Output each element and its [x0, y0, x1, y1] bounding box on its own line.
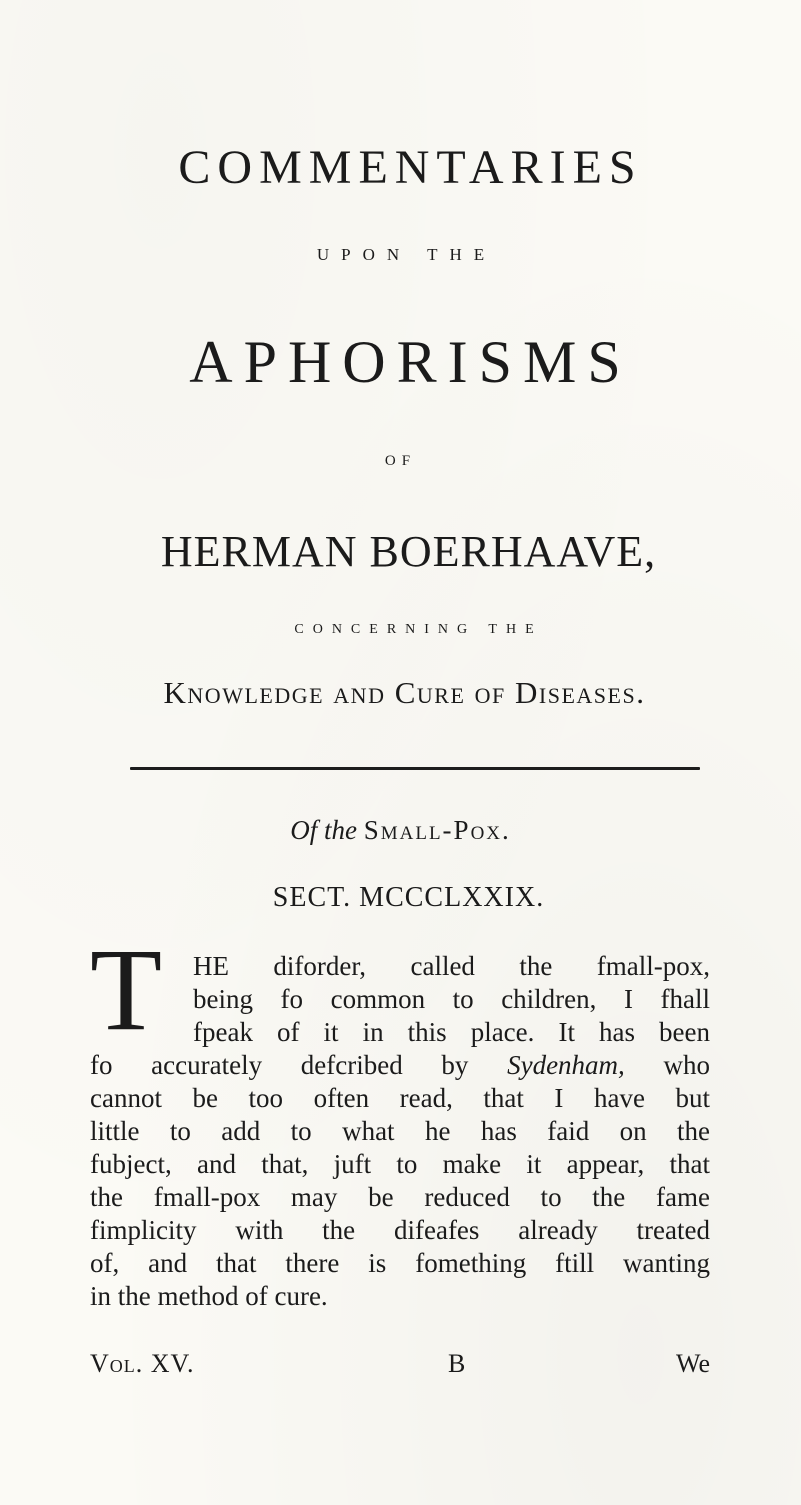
body-line: cannot be too often read, that I have but — [90, 1083, 710, 1113]
title-subject: Knowledge and Cure of Diseases. — [163, 675, 646, 710]
body-line: HE diforder, called the fmall-pox, — [193, 951, 710, 981]
page-footer — [90, 1347, 710, 1380]
title-aphorisms: APHORISMS — [189, 329, 632, 395]
body-line: little to add to what he has faid on the — [90, 1116, 710, 1146]
body-line: being fo common to children, I fhall — [193, 984, 710, 1014]
title-commentaries: COMMENTARIES — [178, 141, 643, 194]
section-number: SECT. MCCCLXXIX. — [272, 882, 545, 913]
body-line: fubject, and that, juft to make it appear, that — [90, 1149, 710, 1179]
section-heading-subject: Small-Pox. — [363, 815, 511, 845]
title-author: HERMAN BOERHAAVE, — [160, 527, 657, 576]
catchword: We — [676, 1349, 710, 1378]
body-line: fpeak of it in this place. It has been — [193, 1017, 710, 1047]
section-heading-of: Of the — [290, 815, 357, 845]
title-concerning-the: CONCERNING THE — [294, 622, 543, 637]
body-line: fimplicity with the difeafes already treated — [90, 1215, 710, 1245]
body-text: fo accurately defcribed by — [90, 1050, 508, 1080]
body-line: of, and that there is fomething ftill wanting — [90, 1248, 710, 1278]
body-text: who — [624, 1050, 710, 1080]
body-line — [90, 1049, 710, 1082]
body-line: the fmall-pox may be reduced to the fame — [90, 1182, 710, 1212]
signature-mark: B — [448, 1349, 466, 1378]
title-of: OF — [384, 453, 417, 469]
drop-cap: T — [90, 924, 163, 1055]
horizontal-rule-divider — [130, 767, 700, 770]
body-line: in the method of cure. — [90, 1281, 328, 1311]
section-heading — [0, 812, 801, 848]
body-italic-name: Sydenham, — [507, 1050, 625, 1080]
title-upon-the: UPON THE — [316, 245, 497, 264]
volume-number: Vol. XV. — [90, 1349, 195, 1378]
